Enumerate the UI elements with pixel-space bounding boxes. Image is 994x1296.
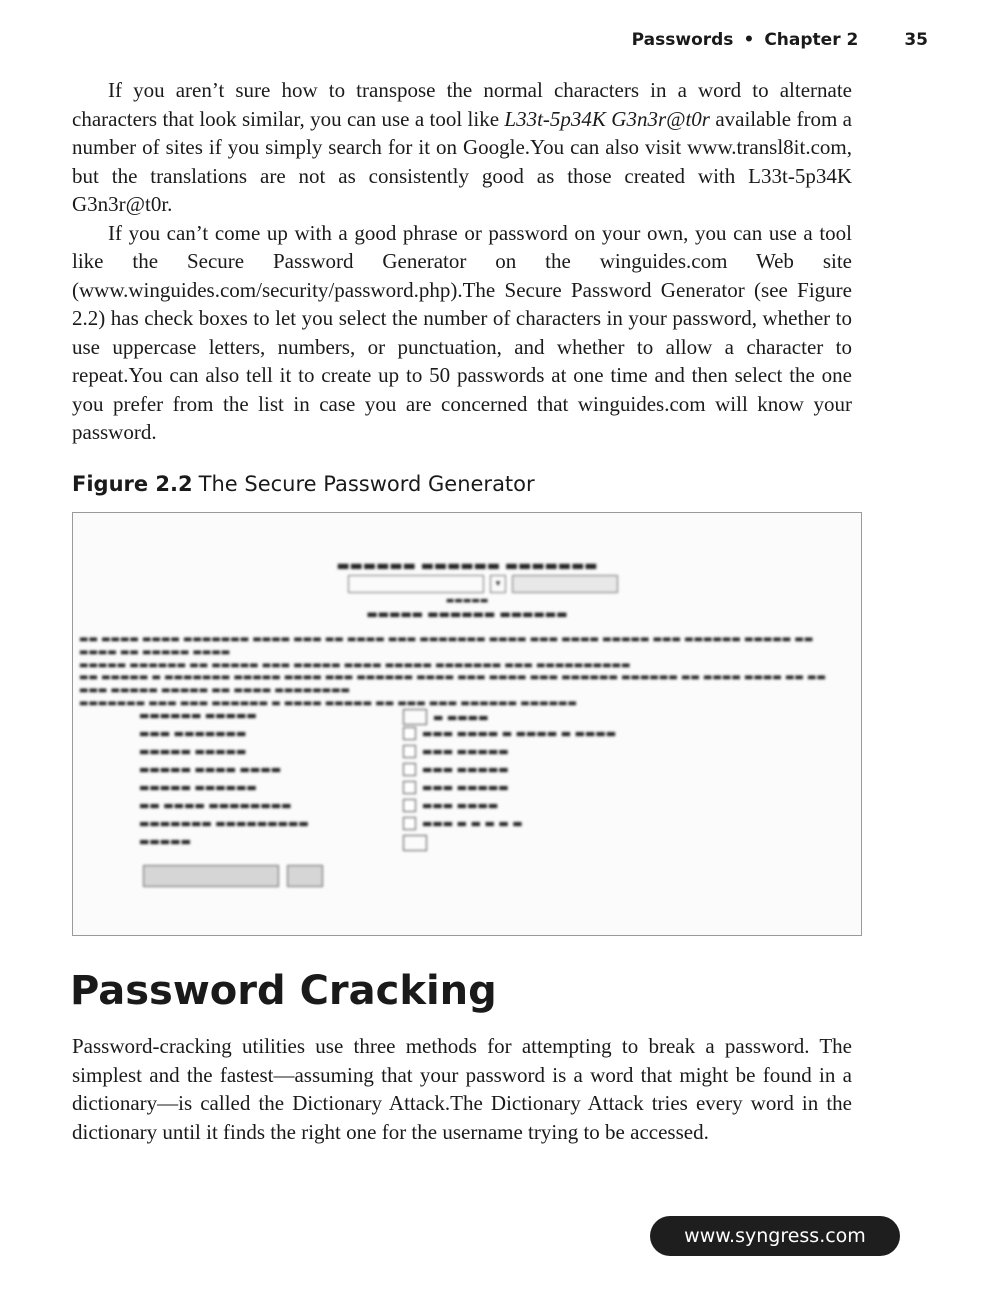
chevron-down-icon: ▾ (490, 575, 506, 593)
option-row: ▬▬▬▬▬ ▬▬▬▬▬▬ ▬▬▬ ▬▬▬▬▬ (139, 781, 509, 794)
running-head-separator: • (743, 30, 755, 50)
screenshot-site-banner: ▬▬▬▬▬▬ ▬▬▬▬▬▬ ▬▬▬▬▬▬▬ (336, 558, 598, 574)
running-head-chapter: Chapter 2 (764, 30, 859, 50)
section-heading: Password Cracking (70, 968, 497, 1014)
option-row: ▬▬ ▬▬▬▬ ▬▬▬▬▬▬▬▬ ▬▬▬ ▬▬▬▬ (139, 799, 499, 812)
screenshot-search-input (348, 575, 484, 593)
running-head (632, 30, 928, 50)
option-row: ▬▬▬▬▬▬▬ ▬▬▬▬▬▬▬▬▬ ▬▬▬ ▬ ▬ ▬ ▬ ▬ (139, 817, 523, 830)
option-row: ▬▬▬ ▬▬▬▬▬▬▬ ▬▬▬ ▬▬▬▬ ▬ ▬▬▬▬ ▬ ▬▬▬▬ (139, 727, 617, 740)
option-row: ▬▬▬▬▬ ▬▬▬▬ ▬▬▬▬ ▬▬▬ ▬▬▬▬▬ (139, 763, 509, 776)
screenshot-link: ▬▬▬▬▬ (445, 596, 489, 606)
page-number: 35 (904, 30, 928, 50)
screenshot-instructions: ▬▬ ▬▬▬▬▬ ▬ ▬▬▬▬▬▬▬ ▬▬▬▬▬ ▬▬▬▬ ▬▬▬ ▬▬▬▬▬▬ ▬▬▬▬ ▬▬▬ ▬▬▬▬ ▬▬▬ ▬▬▬▬▬▬ ▬▬▬▬▬▬ ▬▬ ▬▬▬▬ ▬▬▬▬ ▬▬ ▬▬ ▬▬▬ ▬▬▬▬▬ ▬▬▬▬▬ ▬▬ ▬▬▬▬ ▬▬▬▬▬▬▬▬ ▬▬▬▬▬▬▬ ▬▬▬ ▬▬▬ ▬▬▬▬▬▬ ▬ ▬▬▬▬ ▬▬▬▬▬ ▬▬ ▬▬▬ ▬▬▬ ▬▬▬▬▬▬ ▬▬▬▬▬▬ (79, 672, 826, 709)
tool-name: L33t-5p34K G3n3r@t0r (504, 106, 710, 131)
running-head-section: Passwords (631, 30, 734, 50)
figure-screenshot (72, 512, 862, 936)
screenshot-buttons (143, 865, 323, 887)
intro-paragraph-2: If you can’t come up with a good phrase or password on your own, you can use a tool like the Secure Password Generator on the winguides.com Web site (www.winguides.com/security/password.php).The Secure Password Generator (see Figure 2.2) has check boxes to let you select the number of characters in your password, whether to use uppercase letters, numbers, or punctuation, and whether to allow a character to repeat.You can also tell it to create up to 50 passwords at one time and then select the one you prefer from the list in case you are concerned that winguides.com will know your password. (72, 220, 852, 444)
figure-caption (72, 472, 535, 496)
screenshot-reset-button (287, 865, 323, 887)
figure-caption-text: The Secure Password Generator (198, 472, 535, 496)
screenshot-search-button (512, 575, 618, 593)
screenshot-search-bar (348, 575, 618, 593)
section-paragraph: Password-cracking utilities use three methods for attempting to break a password. The simplest and the fastest—assuming that your password is a word that might be found in a dictionary—is called the Dictionary Attack.The Dictionary Attack tries every word in the dictionary until it finds the right one for the username trying to be accessed. (72, 1034, 852, 1144)
section-text (72, 1032, 852, 1146)
screenshot-description: ▬▬ ▬▬▬▬ ▬▬▬▬ ▬▬▬▬▬▬▬ ▬▬▬▬ ▬▬▬ ▬▬ ▬▬▬▬ ▬▬▬ ▬▬▬▬▬▬▬ ▬▬▬▬ ▬▬▬ ▬▬▬▬ ▬▬▬▬▬ ▬▬▬ ▬▬▬▬▬▬ ▬▬▬▬▬ ▬▬ ▬▬▬▬ ▬▬ ▬▬▬▬▬ ▬▬▬▬ ▬▬▬▬▬ ▬▬▬▬▬▬ ▬▬ ▬▬▬▬▬ ▬▬▬ ▬▬▬▬▬ ▬▬▬▬ ▬▬▬▬▬ ▬▬▬▬▬▬▬ ▬▬▬ ▬▬▬▬▬▬▬▬▬▬ (79, 634, 814, 671)
option-row: ▬▬▬▬▬▬ ▬▬▬▬▬ ▬ ▬▬▬▬ (139, 709, 489, 724)
option-row: ▬▬▬▬▬ ▬▬▬▬▬ ▬▬▬ ▬▬▬▬▬ (139, 745, 509, 758)
screenshot-generate-button (143, 865, 279, 887)
option-row: ▬▬▬▬▬ (139, 835, 639, 853)
figure-label: Figure 2.2 (72, 472, 193, 496)
screenshot-heading: ▬▬▬▬▬ ▬▬▬▬▬▬ ▬▬▬▬▬▬ (366, 607, 568, 621)
intro-text (72, 76, 852, 447)
intro-paragraph-1: If you aren’t sure how to transpose the normal characters in a word to alternate characters that look similar, you can use a tool like L33t-5p34K G3n3r@t0r available from a number of sites if you simply search for it on Google.You can also visit www.transl8it.com, but the translations are not as consistently good as those created with L33t-5p34K G3n3r@t0r. (72, 78, 852, 216)
footer-url-badge: www.syngress.com (650, 1216, 900, 1256)
